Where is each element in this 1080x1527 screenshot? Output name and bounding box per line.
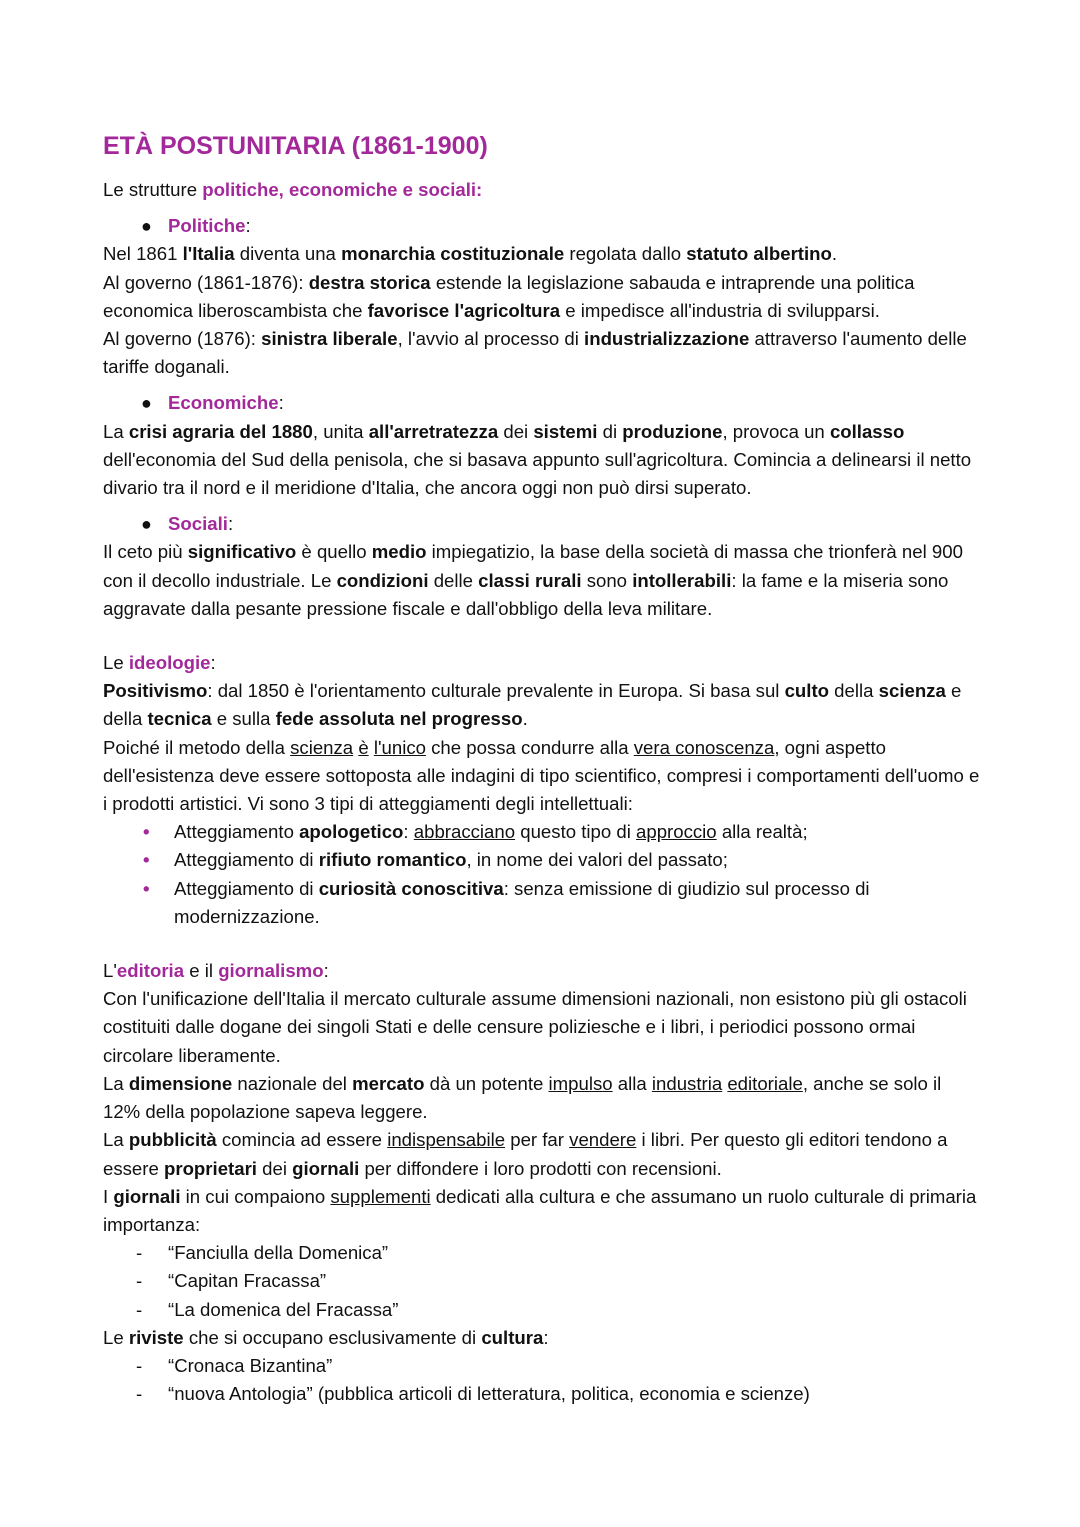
document-body [103,128,983,1408]
list-item: - “nuova Antologia” (pubblica articoli di letteratura, politica, economia e scienze) [136,1383,810,1405]
list-item: - “La domenica del Fracassa” [136,1298,399,1320]
list-item: - “Cronaca Bizantina” [136,1354,333,1376]
bullet-icon: ● [141,514,152,535]
list-item: • Atteggiamento di rifiuto romantico, in nome dei valori del passato; [103,846,983,874]
giornali-list [103,1239,983,1324]
sociali-paragraph: Il ceto più significativo è quello medio impiegatizio, la base della società di massa che trionferà nel 900 con il decollo industriale. Le condizioni delle classi rurali sono intollerabili: la fame e la miseria sono aggravate dalla pesante pressione fiscale e dall'obbligo della leva militare. [103,541,963,619]
economiche-paragraph: La crisi agraria del 1880, unita all'arretratezza dei sistemi di produzione, provoca un collasso dell'economia del Sud della penisola, che si basava appunto sull'agricoltura. Comincia a delinearsi il netto divario tra il nord e il meridione d'Italia, che ancora oggi non può dirsi superato. [103,420,972,499]
editoria-paragraph-3: La pubblicità comincia ad essere indispensabile per far vendere i libri. Per questo gli editori tendono a essere proprietari dei giornali per diffondere i loro prodotti con recensioni. [103,1129,948,1179]
politiche-heading: ● Politiche: [103,212,983,240]
riviste-list [103,1352,983,1408]
bullet-icon: ● [141,393,152,414]
editoria-paragraph-4: I giornali in cui compaiono supplementi dedicati alla cultura e che assumano un ruolo culturale di primaria importanza: [103,1185,977,1235]
politiche-paragraph-2: Al governo (1861-1876): destra storica estende la legislazione sabauda e intraprende una politica economica liberoscambista che favorisce l'agricoltura e impedisce all'industria di svilupparsi. [103,271,915,321]
ideologie-heading: Le ideologie: [103,652,216,674]
bullet-icon: • [143,821,150,843]
sociali-heading: ● Sociali: [103,510,983,538]
editoria-paragraph-1: Con l'unificazione dell'Italia il mercato culturale assume dimensioni nazionali, non esistono più gli ostacoli costituiti dalle dogane dei singoli Stati e delle censure poliziesche e i libri, i periodici possono ormai circolare liberamente. [103,988,967,1066]
riviste-intro: Le riviste che si occupano esclusivamente di cultura: [103,1326,549,1348]
page-title: ETÀ POSTUNITARIA (1861-1900) [103,132,488,160]
ideologie-paragraph-1: Positivismo: dal 1850 è l'orientamento culturale prevalente in Europa. Si basa sul culto della scienza e della tecnica e sulla fede assoluta nel progresso. [103,680,962,730]
atteggiamenti-list [103,818,983,931]
bullet-icon: ● [141,216,152,237]
economiche-heading: ● Economiche: [103,389,983,417]
politiche-paragraph-1: Nel 1861 l'Italia diventa una monarchia costituzionale regolata dallo statuto albertino. [103,243,838,265]
list-item: • Atteggiamento apologetico: abbracciano questo tipo di approccio alla realtà; [103,818,983,846]
strutture-intro: Le strutture politiche, economiche e sociali: [103,179,483,200]
editoria-heading: L'editoria e il giornalismo: [103,960,329,982]
bullet-icon: • [143,849,150,871]
list-item: - “Capitan Fracassa” [136,1270,327,1292]
ideologie-paragraph-2: Poiché il metodo della scienza è l'unico che possa condurre alla vera conoscenza, ogni aspetto dell'esistenza deve essere sottoposta alle indagini di tipo scientifico, compresi i comportamenti dell'uomo e i prodotti artistici. Vi sono 3 tipi di atteggiamenti degli intellettuali: [103,736,980,815]
editoria-paragraph-2: La dimensione nazionale del mercato dà un potente impulso alla industria editoriale, anche se solo il 12% della popolazione sapeva leggere. [103,1072,942,1123]
list-item: • Atteggiamento di curiosità conoscitiva: senza emissione di giudizio sul processo di modernizzazione. [103,875,983,931]
politiche-paragraph-3: Al governo (1876): sinistra liberale, l'avvio al processo di industrializzazione attraverso l'aumento delle tariffe doganali. [103,328,967,378]
bullet-icon: • [143,877,150,899]
list-item: - “Fanciulla della Domenica” [136,1242,389,1264]
